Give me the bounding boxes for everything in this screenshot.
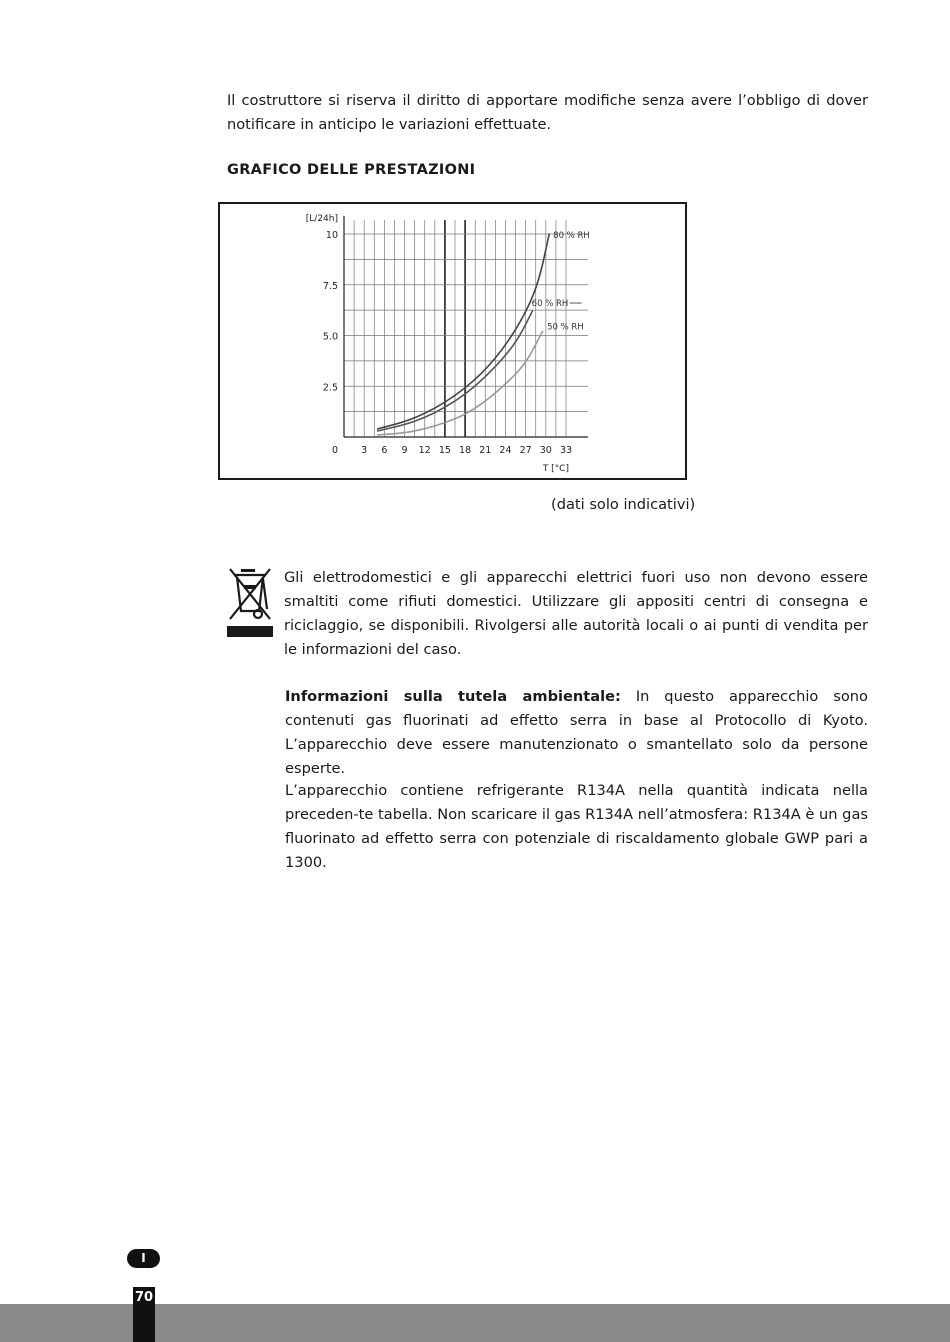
x-tick-label: 3: [361, 445, 368, 456]
y-tick-label: 2.5: [322, 382, 338, 394]
x-tick-label: 24: [499, 445, 512, 456]
x-tick-label: 18: [459, 445, 472, 456]
y-axis-label: [L/24h]: [305, 214, 338, 224]
environment-info-paragraph: [285, 685, 868, 781]
series-label: 50 % RH: [547, 322, 584, 333]
series-line: [378, 331, 543, 435]
x-tick-label: 6: [381, 445, 388, 456]
environment-info-label: Informazioni sulla tutela ambientale:: [285, 688, 621, 705]
series-line: [378, 234, 550, 429]
y-tick-label: 0: [331, 445, 338, 456]
performance-chart-svg: [220, 204, 685, 478]
x-tick-label: 15: [438, 445, 451, 456]
x-tick-label: 30: [539, 445, 552, 456]
weee-disposal-paragraph: Gli elettrodomestici e gli apparecchi elettrici fuori uso non devono essere smaltiti come rifiuti domestici. Utilizzare gli appositi centri di consegna e riciclaggio, se disponibili. Rivolgersi alle autorità locali o ai punti di vendita per le informazioni del caso.: [284, 569, 868, 658]
x-axis-label: T [°C]: [542, 464, 569, 474]
y-tick-label: 10: [325, 230, 338, 241]
environment-info-body: In questo apparecchio sono contenuti gas fluorinati ad effetto serra in base al Protocollo di Kyoto. L’apparecchio deve essere manutenzionato o smantellato solo da persone esperte.: [285, 688, 868, 777]
language-badge: I: [127, 1249, 160, 1268]
x-tick-label: 12: [418, 445, 431, 456]
x-tick-label: 21: [479, 445, 492, 456]
refrigerant-paragraph: L’apparecchio contiene refrigerante R134A nella quantità indicata nella preceden-te tabella. Non scaricare il gas R134A nell’atmosfera: R134A è un gas fluorinato ad effetto serra con potenziale di riscaldamento globale GWP pari a 1300.: [285, 782, 868, 871]
series-label: 80 % RH: [553, 231, 590, 241]
crossed-out-wheelie-bin-icon: [226, 565, 274, 639]
intro-paragraph: Il costruttore si riserva il diritto di apportare modifiche senza avere l’obbligo di dover notificare in anticipo le variazioni effettuate.: [227, 92, 868, 133]
x-tick-label: 9: [401, 445, 408, 456]
page-number: 70: [134, 1290, 154, 1305]
x-tick-label: 33: [559, 445, 573, 456]
chart-note: (dati solo indicativi): [551, 496, 696, 513]
y-tick-label: 5.0: [322, 331, 338, 343]
performance-chart: [218, 202, 687, 480]
x-tick-label: 27: [519, 445, 532, 456]
section-heading: GRAFICO DELLE PRESTAZIONI: [227, 162, 476, 178]
y-tick-label: 7.5: [322, 280, 338, 292]
series-label: 60 % RH: [531, 299, 569, 310]
